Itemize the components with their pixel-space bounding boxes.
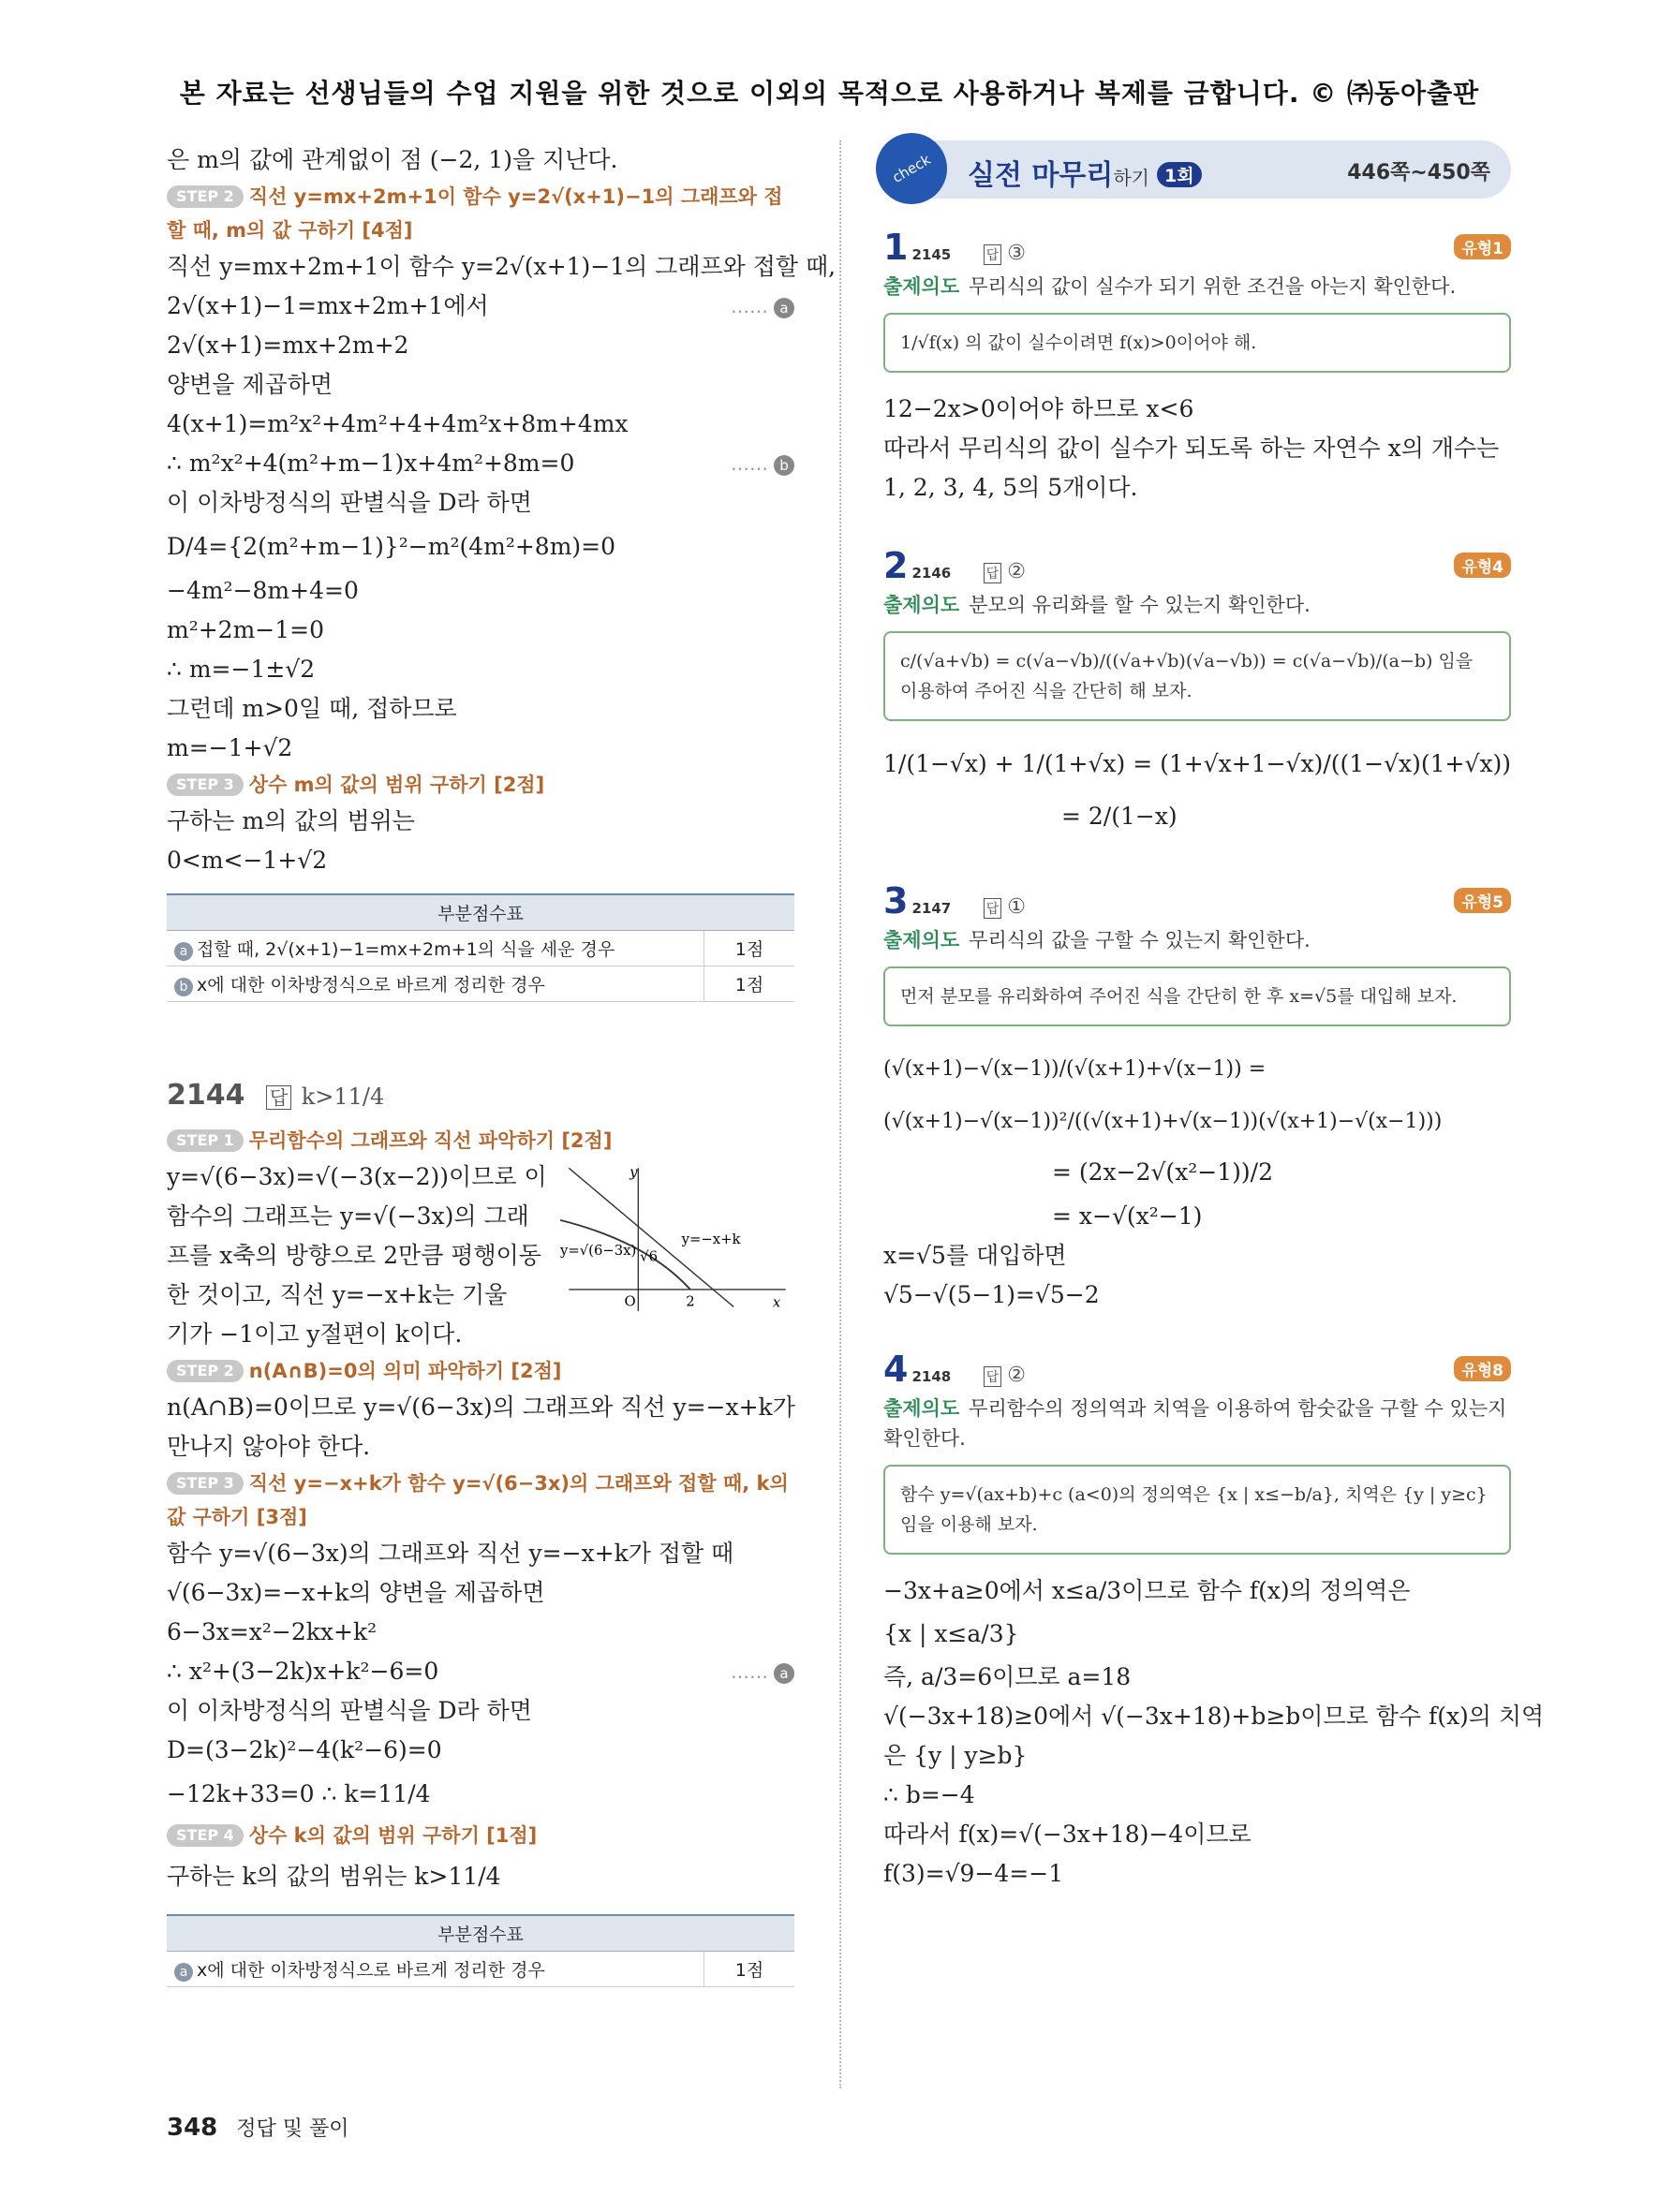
type-badge: 유형4 (1454, 553, 1511, 578)
intro-line: 은 m의 값에 관계없이 점 (−2, 1)을 지난다. (167, 146, 618, 173)
mark-b: …… b (731, 444, 794, 483)
problem-heading: 1 2145 답 ③ 유형1 (883, 227, 1511, 272)
problem-intent: 출제의도 무리식의 값이 실수가 되기 위한 조건을 아는지 확인한다. (883, 275, 1457, 298)
svg-text:x: x (772, 1294, 781, 1311)
column-divider (839, 140, 841, 2088)
solution-line: 1/(1−√x) + 1/(1+√x) = (1+√x+1−√x)/((1−√x)(1+√x)) (883, 750, 1512, 777)
page-footer (167, 2113, 349, 2142)
solution-line: 2√(x+1)−1=mx+2m+1에서 …… a (167, 287, 794, 326)
solution-line: D=(3−2k)²−4(k²−6)=0 (167, 1736, 442, 1763)
type-badge: 유형5 (1454, 888, 1511, 913)
svg-text:y=−x+k: y=−x+k (681, 1231, 741, 1247)
table-row: a x에 대한 이차방정식으로 바르게 정리한 경우 1점 (167, 1952, 794, 1987)
solution-line: 그런데 m>0일 때, 접하므로 (167, 695, 457, 722)
solution-line: 프를 x축의 방향으로 2만큼 평행이동 (167, 1242, 541, 1269)
hint-box: c/(√a+√b) = c(√a−√b)/((√a+√b)(√a−√b)) = c(√a−√b)/(a−b) 임을 이용하여 주어진 식을 간단히 해 보자. (883, 631, 1511, 721)
problem-heading: 2 2146 답 ② 유형4 (883, 545, 1511, 590)
solution-line: y=√(6−3x)=√(−3(x−2))이므로 이 (167, 1163, 547, 1190)
svg-text:O: O (624, 1293, 636, 1310)
solution-line: 1, 2, 3, 4, 5의 5개이다. (883, 474, 1138, 501)
step2-heading: STEP 2 n(A∩B)=0의 의미 파악하기 [2점] (167, 1354, 794, 1388)
solution-line: 즉, a/3=6이므로 a=18 (883, 1663, 1132, 1690)
solution-line: −4m²−8m+4=0 (167, 577, 359, 604)
solution-line: 6−3x=x²−2kx+k² (167, 1618, 378, 1645)
solution-line: ∴ m=−1±√2 (167, 656, 316, 683)
problem-intent: 출제의도 무리식의 값을 구할 수 있는지 확인한다. (883, 929, 1311, 951)
table-row: b x에 대한 이차방정식으로 바르게 정리한 경우 1점 (167, 966, 794, 1002)
solution-line: 기가 −1이고 y절편이 k이다. (167, 1320, 463, 1348)
svg-text:y=√(6−3x): y=√(6−3x) (560, 1242, 637, 1259)
svg-text:y: y (630, 1164, 638, 1181)
solution-line: 구하는 k의 값의 범위는 k>11/4 (167, 1863, 501, 1890)
footer-label: 정답 및 풀이 (236, 2117, 349, 2141)
solution-line: ∴ b=−4 (883, 1781, 975, 1808)
solution-line: 12−2x>0이어야 하므로 x<6 (883, 395, 1194, 422)
problem-heading: 3 2147 답 ① 유형5 (883, 880, 1511, 925)
solution-line: 구하는 m의 값의 범위는 (167, 807, 415, 834)
right-column (883, 140, 1545, 1894)
type-badge: 유형8 (1454, 1356, 1511, 1381)
solution-line: D/4={2(m²+m−1)}²−m²(4m²+8m)=0 (167, 533, 616, 560)
solution-line: (√(x+1)−√(x−1))/(√(x+1)+√(x−1)) = (√(x+1)−√(x−1))²/((√(x+1)+√(x−1))(√(x+1)−√(x−1))) (883, 1057, 1443, 1133)
section-header (883, 140, 1511, 199)
step3-heading: STEP 3 상수 m의 값의 범위 구하기 [2점] (167, 768, 794, 802)
check-badge: check (863, 120, 960, 217)
solution-line: m=−1+√2 (167, 734, 293, 761)
solution-line: 만나지 않아야 한다. (167, 1433, 371, 1460)
problem-heading: 4 2148 답 ② 유형8 (883, 1349, 1511, 1394)
solution-line: 함수 y=√(6−3x)의 그래프와 직선 y=−x+k가 접할 때 (167, 1540, 734, 1567)
solution-line: = 2/(1−x) (1061, 803, 1178, 830)
partial-score-table: 부분점수표 a x에 대한 이차방정식으로 바르게 정리한 경우 1점 (167, 1914, 794, 1987)
section-title: 실전 마무리하기 1회 (968, 152, 1202, 193)
solution-line: 이 이차방정식의 판별식을 D라 하면 (167, 489, 532, 516)
hint-box: 함수 y=√(ax+b)+c (a<0)의 정의역은 {x | x≤−b/a}, 치역은 {y | y≥c}임을 이용해 보자. (883, 1465, 1511, 1555)
solution-line: √(−3x+18)≥0에서 √(−3x+18)+b≥b이므로 함수 f(x)의 치역 (883, 1703, 1545, 1730)
problem-intent: 출제의도 무리함수의 정의역과 치역을 이용하여 함숫값을 구할 수 있는지 확인한다. (883, 1397, 1507, 1450)
solution-line: = x−√(x²−1) (1052, 1202, 1203, 1230)
solution-line: −12k+33=0 ∴ k=11/4 (167, 1780, 431, 1807)
solution-line: √5−√(5−1)=√5−2 (883, 1281, 1100, 1308)
page-number: 348 (167, 2114, 218, 2142)
mark-a: …… a (731, 1652, 794, 1691)
solution-line: {x | x≤a/3} (883, 1620, 1019, 1647)
solution-line: = (2x−2√(x²−1))/2 (1052, 1158, 1273, 1186)
solution-line: √(6−3x)=−x+k의 양변을 제곱하면 (167, 1579, 545, 1606)
solution-line: −3x+a≥0에서 x≤a/3이므로 함수 f(x)의 정의역은 (883, 1577, 1411, 1604)
solution-line: 은 {y | y≥b} (883, 1742, 1028, 1769)
solution-line: 0<m<−1+√2 (167, 847, 328, 874)
step3-heading: STEP 3 직선 y=−x+k가 함수 y=√(6−3x)의 그래프와 접할 때, k의 값 구하기 [3점] (167, 1472, 789, 1528)
solution-line: 2√(x+1)=mx+2m+2 (167, 332, 409, 359)
problem-intent: 출제의도 분모의 유리화를 할 수 있는지 확인한다. (883, 594, 1311, 616)
solution-line: 따라서 무리식의 값이 실수가 되도록 하는 자연수 x의 개수는 (883, 435, 1500, 462)
copyright-notice: 본 자료는 선생님들의 수업 지원을 위한 것으로 이외의 목적으로 사용하거나 복제를 금합니다. © ㈜동아출판 (179, 78, 1480, 109)
solution-line: 양변을 제곱하면 (167, 371, 333, 398)
solution-line: 한 것이고, 직선 y=−x+k는 기울 (167, 1281, 508, 1308)
solution-line: m²+2m−1=0 (167, 616, 324, 643)
left-column (167, 140, 837, 1987)
step4-heading: STEP 4 상수 k의 값의 범위 구하기 [1점] (167, 1819, 794, 1852)
hint-box: 1/√f(x) 의 값이 실수이려면 f(x)>0이어야 해. (883, 313, 1511, 373)
svg-text:2: 2 (686, 1293, 695, 1310)
solution-line: 직선 y=mx+2m+1이 함수 y=2√(x+1)−1의 그래프와 접할 때, (167, 253, 837, 280)
table-row: a 접할 때, 2√(x+1)−1=mx+2m+1의 식을 세운 경우 1점 (167, 931, 794, 966)
solution-line: 4(x+1)=m²x²+4m²+4+4m²x+8m+4mx (167, 410, 629, 437)
solution-line: x=√5를 대입하면 (883, 1242, 1067, 1269)
step2-heading: STEP 2 직선 y=mx+2m+1이 함수 y=2√(x+1)−1의 그래프와 접할 때, m의 값 구하기 [4점] (167, 185, 783, 242)
mark-a: …… a (731, 287, 794, 326)
solution-line: f(3)=√9−4=−1 (883, 1860, 1064, 1887)
solution-line: ∴ m²x²+4(m²+m−1)x+4m²+8m=0 …… b (167, 444, 794, 483)
solution-line: 따라서 f(x)=√(−3x+18)−4이므로 (883, 1821, 1252, 1848)
function-graph (560, 1158, 794, 1326)
solution-line: ∴ x²+(3−2k)x+k²−6=0 …… a (167, 1652, 794, 1691)
solution-line: n(A∩B)=0이므로 y=√(6−3x)의 그래프와 직선 y=−x+k가 (167, 1394, 795, 1421)
step1-heading: STEP 1 무리함수의 그래프와 직선 파악하기 [2점] (167, 1124, 794, 1158)
solution-line: 함수의 그래프는 y=√(−3x)의 그래 (167, 1202, 529, 1230)
type-badge: 유형1 (1454, 234, 1511, 259)
problem-2144-heading: 2144 답 k>11/4 (167, 1079, 385, 1112)
svg-text:√6: √6 (640, 1248, 659, 1265)
hint-box: 먼저 분모를 유리화하여 주어진 식을 간단히 한 후 x=√5를 대입해 보자. (883, 966, 1511, 1026)
partial-score-table: 부분점수표 a 접할 때, 2√(x+1)−1=mx+2m+1의 식을 세운 경우 1점 b x에 대한 이차방정식으로 바르게 정리한 경우 1점 (167, 893, 794, 1002)
page-range: 446쪽~450쪽 (1347, 161, 1490, 184)
solution-line: 이 이차방정식의 판별식을 D라 하면 (167, 1697, 532, 1724)
